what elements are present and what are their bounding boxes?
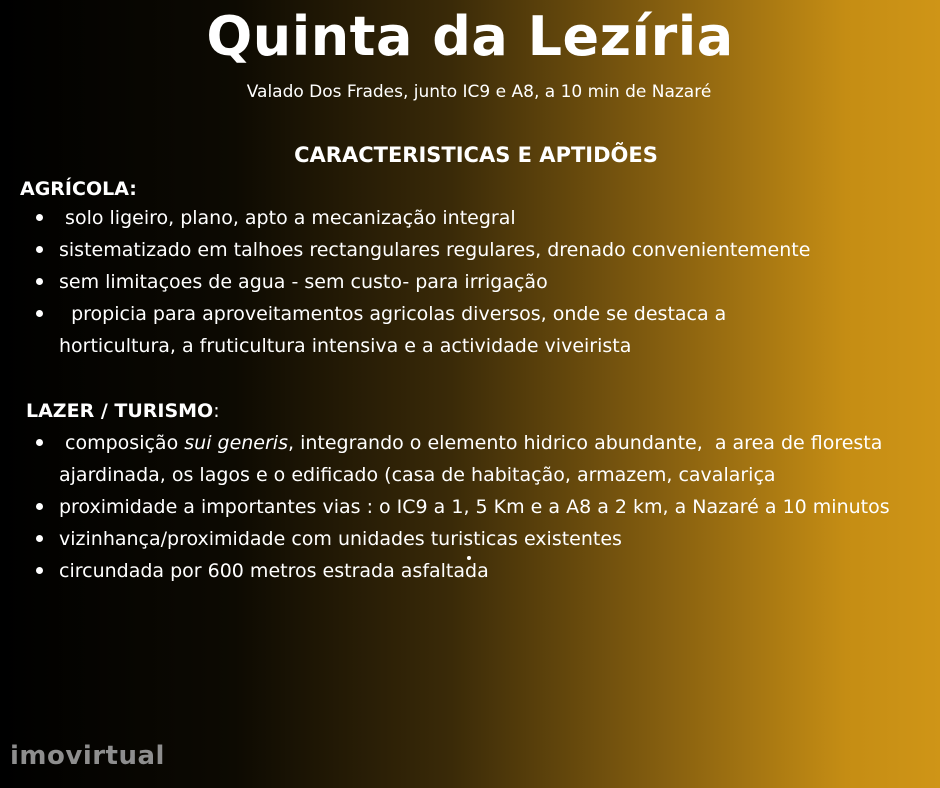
list-item: [0, 555, 920, 587]
lazer-heading-colon: :: [213, 400, 220, 422]
lazer-list: [0, 427, 920, 587]
page-subtitle: Valado Dos Frades, junto IC9 e A8, a 10 min de Nazaré: [246, 82, 712, 102]
list-item: [0, 427, 920, 491]
list-item-text-end: , integrando o elemento hidrico abundante, a area de floresta ajardinada, os lagos e o edificado (casa de habitação, armazem, cavalariça: [59, 432, 889, 486]
watermark-logo: imovirtual: [10, 741, 165, 771]
list-item-text: sem limitaçoes de agua - sem custo- para irrigação: [59, 271, 548, 293]
list-item-text: vizinhança/proximidade com unidades turisticas existentes: [59, 528, 622, 550]
list-item: [0, 491, 920, 523]
lazer-heading: [26, 398, 220, 424]
list-item-text: solo ligeiro, plano, apto a mecanização integral: [59, 207, 516, 229]
list-item: [0, 523, 920, 555]
list-item-text: proximidade a importantes vias : o IC9 a 1, 5 Km e a A8 a 2 km, a Nazaré a 10 minutos: [59, 496, 890, 518]
section-title: CARACTERISTICAS E APTIDÕES: [294, 143, 658, 167]
stray-dot: [467, 556, 471, 560]
list-item-text-start: composição: [59, 432, 185, 454]
list-item-text: propicia para aproveitamentos agricolas diversos, onde se destaca a horticultura, a fruticultura intensiva e a actividade viveirista: [59, 303, 733, 357]
lazer-heading-text: LAZER / TURISMO: [26, 400, 214, 422]
page-title: Quinta da Lezíria: [206, 5, 734, 68]
list-item-italic: sui generis: [184, 432, 288, 454]
list-item-text: circundada por 600 metros estrada asfaltada: [59, 560, 489, 582]
list-item-text: sistematizado em talhoes rectangulares regulares, drenado convenientemente: [59, 239, 811, 261]
agricola-list: [0, 202, 920, 362]
list-item: [0, 298, 920, 362]
list-item: [0, 234, 920, 266]
agricola-heading: AGRÍCOLA:: [20, 178, 137, 200]
list-item: [0, 202, 920, 234]
list-item: [0, 266, 920, 298]
